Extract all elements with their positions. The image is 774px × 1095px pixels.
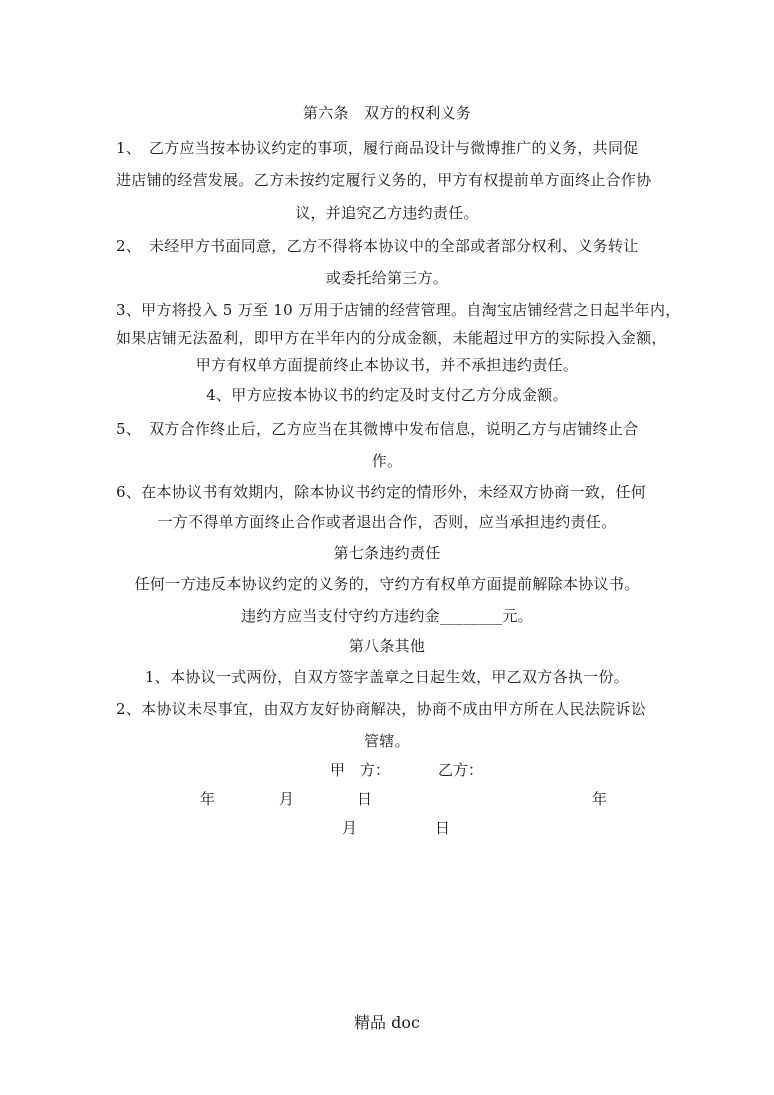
signature-date-year-b: 年 <box>592 790 608 808</box>
signature-date-day-b: 日 <box>435 819 451 837</box>
signature-party-a: 甲 方： <box>330 761 391 779</box>
page-footer: 精品 doc <box>354 1013 420 1032</box>
signature-date-month-a: 月 <box>279 790 295 808</box>
signature-date-year-a: 年 <box>200 790 216 808</box>
article6-item3-line1: 3、甲方将投入 5 万至 10 万用于店铺的经营管理。自淘宝店铺经营之日起半年内， <box>116 301 681 319</box>
signature-date-month-b: 月 <box>342 819 358 837</box>
article6-item1-line2: 进店铺的经营发展。乙方未按约定履行义务的，甲方有权提前单方面终止合作协 <box>116 171 652 189</box>
article8-item2-line1: 2、本协议未尽事宜，由双方友好协商解决，协商不成由甲方所在人民法院诉讼 <box>116 700 647 718</box>
article8-title: 第八条其他 <box>348 637 426 655</box>
article8-item1: 1、本协议一式两份，自双方签字盖章之日起生效，甲乙双方各执一份。 <box>144 668 630 686</box>
article6-title: 第六条 双方的权利义务 <box>302 104 472 122</box>
signature-date-day-a: 日 <box>357 790 373 808</box>
article6-item2-line1: 2、 未经甲方书面同意，乙方不得将本协议中的全部或者部分权利、义务转让 <box>116 237 639 255</box>
article7-title: 第七条违约责任 <box>333 544 441 562</box>
article8-item2-line2: 管辖。 <box>364 732 410 750</box>
article6-item6-line2: 一方不得单方面终止合作或者退出合作，否则，应当承担违约责任。 <box>157 513 617 531</box>
article6-item1-line3: 议，并追究乙方违约责任。 <box>295 204 479 222</box>
article7-line1: 任何一方违反本协议约定的义务的，守约方有权单方面提前解除本协议书。 <box>134 575 640 593</box>
article6-item5-line2: 作。 <box>371 452 403 470</box>
article6-item3-line2: 如果店铺无法盈利，即甲方在半年内的分成金额，未能超过甲方的实际投入金额， <box>116 329 667 347</box>
article7-line2: 违约方应当支付守约方违约金________元。 <box>241 607 533 625</box>
article6-item6-line1: 6、在本协议书有效期内，除本协议书约定的情形外，未经双方协商一致，任何 <box>116 483 647 501</box>
article6-item2-line2: 或委托给第三方。 <box>325 269 449 287</box>
signature-party-b: 乙方： <box>438 761 484 779</box>
article6-item4: 4、甲方应按本协议书的约定及时支付乙方分成金额。 <box>206 386 568 404</box>
article6-item3-line3: 甲方有权单方面提前终止本协议书，并不承担违约责任。 <box>195 356 579 374</box>
article6-item1-line1: 1、 乙方应当按本协议约定的事项，履行商品设计与微博推广的义务，共同促 <box>116 139 639 157</box>
article6-item5-line1: 5、 双方合作终止后，乙方应当在其微博中发布信息，说明乙方与店铺终止合 <box>116 420 639 438</box>
